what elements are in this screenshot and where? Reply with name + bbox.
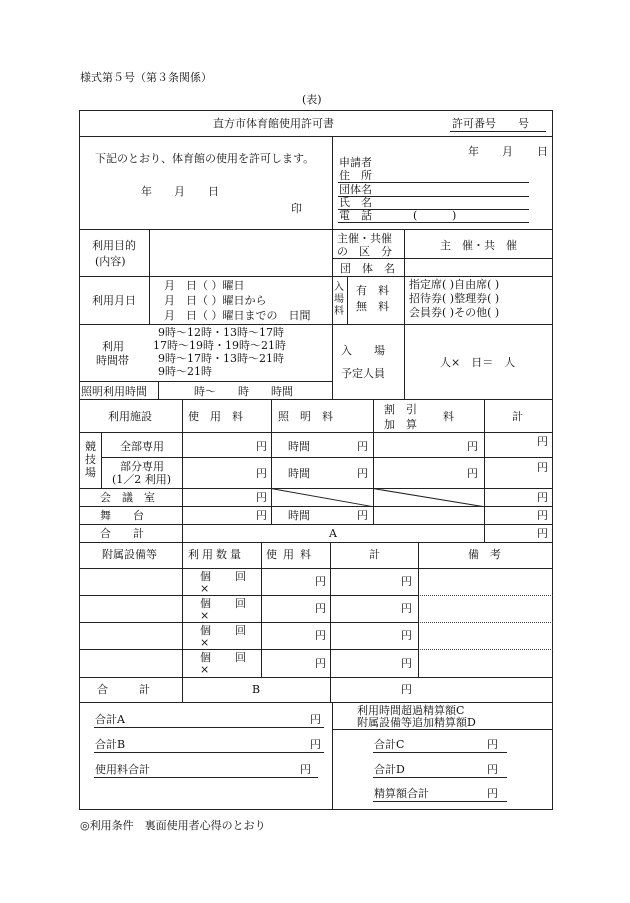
fac-half-1: 部分専用 <box>120 460 164 473</box>
date-line-2: 月 日（ ）曜日から <box>164 294 267 307</box>
fac-sum: 合 計 <box>100 527 144 540</box>
eq-r4-unit: 個 <box>200 651 211 664</box>
eq-r3-total-yen: 円 <box>401 629 412 642</box>
fac-stage-light-yen: 円 <box>357 509 368 522</box>
total-a-yen: 円 <box>310 713 321 726</box>
time-slot-3: 9時～17時・13時～21時 <box>158 352 284 365</box>
fac-h-adj1: 割 引 <box>384 403 417 416</box>
time-label-1: 利用 <box>102 340 124 353</box>
purpose-sub: (内容) <box>95 255 126 268</box>
extra-d-label: 附属設備等追加精算額D <box>357 716 476 729</box>
eq-r2-mult: × <box>200 609 210 622</box>
fac-half-usage-yen: 円 <box>256 467 267 480</box>
fac-sum-code: A <box>329 527 337 540</box>
attendance-label-2: 予定人員 <box>341 367 385 380</box>
issue-year: 年 <box>141 185 152 198</box>
fac-stage-hours: 時間 <box>288 509 310 522</box>
eq-sum-code: B <box>252 683 261 696</box>
eq-r3-times: 回 <box>235 624 246 637</box>
fac-meeting-usage-yen: 円 <box>256 491 267 504</box>
lighting-label: 照明利用時間 <box>81 385 147 398</box>
eq-sum: 合 計 <box>97 683 153 696</box>
fac-full-adj-yen: 円 <box>467 440 478 453</box>
eq-h-name: 附属設備等 <box>102 548 157 561</box>
applicant-name: 氏 名 <box>339 196 372 209</box>
fac-sum-yen: 円 <box>537 527 548 540</box>
eq-sum-yen: 円 <box>401 683 412 696</box>
ticket-opt-3: 会員券( )その他( ) <box>409 306 500 319</box>
fac-half-light-yen: 円 <box>357 467 368 480</box>
eq-r1-unit: 個 <box>200 570 211 583</box>
total-c-yen: 円 <box>487 738 498 751</box>
issue-month: 月 <box>174 185 185 198</box>
group-char-2: 技 <box>85 453 96 466</box>
settle-yen: 円 <box>487 787 498 800</box>
paid-label: 有 料 <box>356 284 389 297</box>
eq-r2-unit: 個 <box>200 597 211 610</box>
applicant-org: 団体名 <box>339 183 372 196</box>
group-char-1: 競 <box>85 440 96 453</box>
fac-full-light-yen: 円 <box>357 440 368 453</box>
eq-r1-fee-yen: 円 <box>315 575 326 588</box>
fac-h-usage: 使 用 料 <box>188 410 243 423</box>
date-line-1: 月 日（ ）曜日 <box>164 279 245 292</box>
fac-half-2: (1／2 利用) <box>112 473 172 486</box>
fee-total-label: 使用料合計 <box>95 763 150 776</box>
fac-full: 全部専用 <box>120 440 164 453</box>
phone-paren-close: ) <box>452 209 457 222</box>
total-a-label: 合計A <box>95 713 125 726</box>
sponsor-cat-1: 主催・共催 <box>337 232 392 245</box>
form-number: 様式第５号（第３条関係） <box>80 71 212 84</box>
fac-stage-usage-yen: 円 <box>256 509 267 522</box>
eq-r1-mult: × <box>200 582 210 595</box>
eq-h-fee: 使用料 <box>266 548 317 561</box>
total-b-label: 合計B <box>95 738 126 751</box>
fac-meeting-total-yen: 円 <box>537 491 548 504</box>
total-b-yen: 円 <box>310 738 321 751</box>
total-d-label: 合計D <box>374 763 405 776</box>
time-slot-4: 9時～21時 <box>158 365 212 378</box>
eq-r2-fee-yen: 円 <box>315 602 326 615</box>
fac-h-total: 計 <box>512 410 523 423</box>
eq-r4-fee-yen: 円 <box>315 657 326 670</box>
time-slot-2: 17時～19時・19時～21時 <box>153 339 286 352</box>
admission-v2: 場 <box>334 294 344 305</box>
fac-h-lighting: 照 明 料 <box>278 410 333 423</box>
fac-full-hours: 時間 <box>288 440 310 453</box>
fac-h-adj2: 加 算 <box>384 418 417 431</box>
fac-stage: 舞 台 <box>100 509 144 522</box>
total-d-yen: 円 <box>487 763 498 776</box>
applicant-phone: 電 話 <box>339 209 372 222</box>
fac-stage-total-yen: 円 <box>537 509 548 522</box>
sponsor-cat-2: の 区 分 <box>337 245 392 258</box>
permit-no-suffix: 号 <box>518 117 529 130</box>
eq-h-qty: 利用数量 <box>188 548 244 561</box>
date-label: 利用月日 <box>92 294 136 307</box>
permit-no-label: 許可番号 <box>452 117 496 130</box>
fee-total-yen: 円 <box>300 763 311 776</box>
permit-statement: 下記のとおり、体育館の使用を許可します。 <box>95 152 315 165</box>
attendance-formula: 人× 日＝ 人 <box>440 356 516 369</box>
applicant-label: 申請者 <box>339 156 372 169</box>
fac-half-hours: 時間 <box>288 467 310 480</box>
eq-r3-unit: 個 <box>200 624 211 637</box>
free-label: 無 料 <box>356 300 389 313</box>
time-slot-1: 9時～12時・13時～17時 <box>158 326 284 339</box>
fac-half-total-yen: 円 <box>537 461 548 474</box>
eq-r3-mult: × <box>200 636 210 649</box>
fac-full-usage-yen: 円 <box>256 440 267 453</box>
app-year: 年 <box>468 145 479 158</box>
phone-paren-open: ( <box>413 209 418 222</box>
group-label: 団 体 名 <box>340 262 395 275</box>
permit-title: 直方市体育館使用許可書 <box>213 117 334 130</box>
settle-label: 精算額合計 <box>374 787 429 800</box>
eq-r2-total-yen: 円 <box>401 602 412 615</box>
admission-v3: 料 <box>334 306 344 317</box>
usage-note: ◎利用条件 裏面使用者心得のとおり <box>80 819 266 832</box>
time-label-2: 時間帯 <box>96 354 129 367</box>
app-day: 日 <box>537 145 548 158</box>
admission-v1: 入 <box>334 282 344 293</box>
group-char-3: 場 <box>85 466 96 479</box>
eq-h-total: 計 <box>369 548 380 561</box>
eq-r2-times: 回 <box>235 597 246 610</box>
sponsor-value: 主 催・共 催 <box>440 239 517 252</box>
date-line-3: 月 日（ ）曜日までの 日間 <box>164 309 311 322</box>
eq-r3-fee-yen: 円 <box>315 629 326 642</box>
eq-r4-times: 回 <box>235 651 246 664</box>
fac-full-total-yen: 円 <box>537 435 548 448</box>
applicant-address: 住 所 <box>339 169 372 182</box>
fac-h-facility: 利用施設 <box>108 410 152 423</box>
fac-meeting: 会 議 室 <box>100 491 155 504</box>
excess-c-label: 利用時間超過精算額C <box>357 704 465 717</box>
eq-h-remarks: 備 考 <box>468 548 501 561</box>
ticket-opt-1: 指定席( )自由席( ) <box>409 278 500 291</box>
ticket-opt-2: 招待券( )整理券( ) <box>409 292 500 305</box>
total-c-label: 合計C <box>374 738 405 751</box>
purpose-label: 利用目的 <box>92 239 136 252</box>
side-label: (表) <box>302 93 322 106</box>
app-month: 月 <box>502 145 513 158</box>
eq-r1-total-yen: 円 <box>401 575 412 588</box>
eq-r4-mult: × <box>200 663 210 676</box>
eq-r1-times: 回 <box>235 570 246 583</box>
seal-mark: 印 <box>291 202 302 215</box>
eq-r4-total-yen: 円 <box>401 657 412 670</box>
fac-half-adj-yen: 円 <box>467 467 478 480</box>
attendance-label-1: 入 場 <box>341 344 385 357</box>
fac-h-adj-fee: 料 <box>443 410 454 423</box>
lighting-value: 時～ 時 時間 <box>194 385 293 398</box>
issue-day: 日 <box>208 185 219 198</box>
